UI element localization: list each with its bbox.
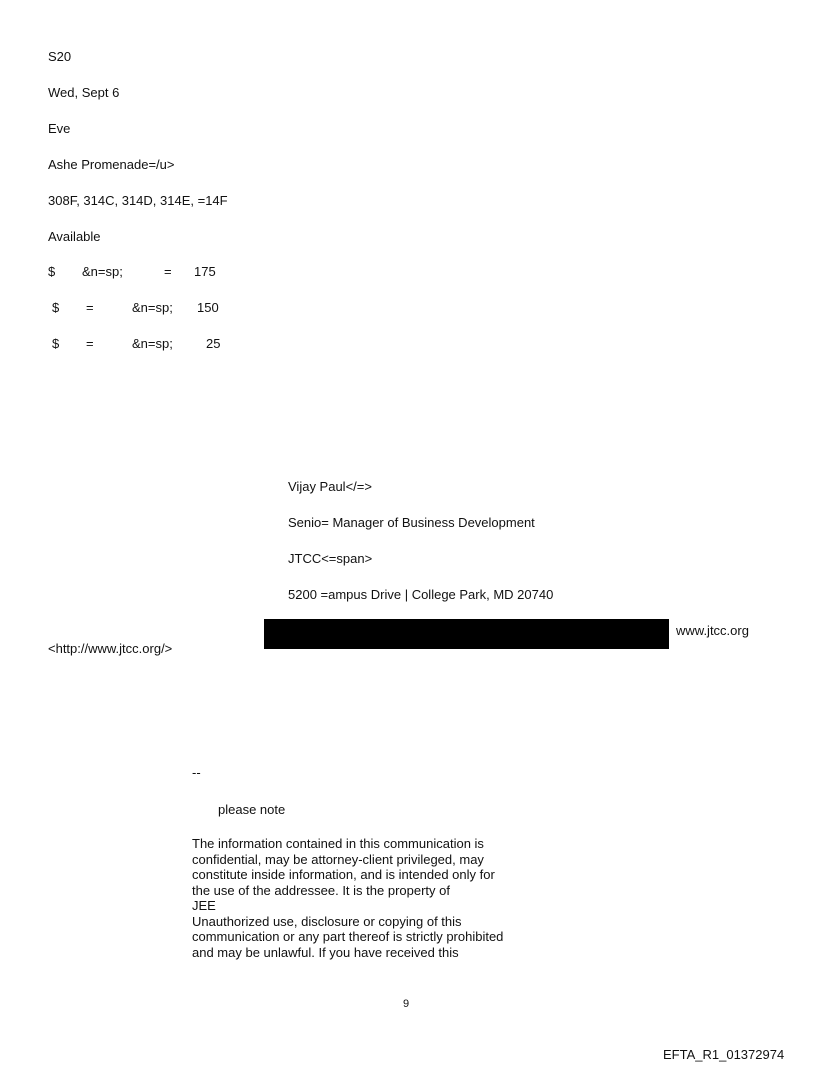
disclaimer-line: confidential, may be attorney-client privileged, may <box>192 851 484 867</box>
signature-website[interactable]: www.jtcc.org <box>676 623 749 638</box>
price-row-2-col-a: = <box>86 300 94 315</box>
disclaimer-body <box>192 836 532 960</box>
price-row-1-col-a: &n=sp; <box>82 264 123 279</box>
status-label: Available <box>48 229 101 244</box>
price-row-3-amount: 25 <box>206 336 221 351</box>
price-row-2-col-b: &n=sp; <box>132 300 173 315</box>
signature-url-line[interactable]: <http://www.jtcc.org/> <box>48 641 173 656</box>
price-row-3-col-a: = <box>86 336 94 351</box>
disclaimer-line: communication or any part thereof is strictly prohibited <box>192 929 504 944</box>
time-label: Eve <box>48 121 71 136</box>
venue-label: Ashe Promenade=/u> <box>48 157 175 172</box>
price-row-1-currency: $ <box>48 264 56 279</box>
signature-title: Senio= Manager of Business Development <box>288 515 535 530</box>
signature-name: Vijay Paul</=> <box>288 479 372 494</box>
disclaimer-line: and may be unlawful. If you have received this <box>192 944 459 960</box>
signature-org: JTCC<=span> <box>288 551 373 566</box>
document-id: EFTA_R1_01372974 <box>663 1047 785 1062</box>
disclaimer-line: the use of the addressee. It is the property of <box>192 882 450 898</box>
rooms-label: 308F, 314C, 314D, 314E, =14F <box>48 193 228 208</box>
disclaimer-line: The information contained in this communication is <box>192 836 484 851</box>
disclaimer-line: Unauthorized use, disclosure or copying of this <box>192 913 462 929</box>
signature-address: 5200 =ampus Drive | College Park, MD 20740 <box>288 587 554 602</box>
disclaimer-line: JEE <box>192 898 216 913</box>
date-label: Wed, Sept 6 <box>48 85 120 100</box>
page-number: 9 <box>403 998 410 1010</box>
price-row-3-col-b: &n=sp; <box>132 336 173 351</box>
price-row-2-amount: 150 <box>197 300 219 315</box>
disclaimer-heading: please note <box>218 802 286 817</box>
code-label: S20 <box>48 49 72 64</box>
separator: -- <box>192 765 201 780</box>
redaction-bar <box>264 619 669 649</box>
price-row-3-currency: $ <box>52 336 60 351</box>
price-row-1-amount: 175 <box>194 264 216 279</box>
price-row-2-currency: $ <box>52 300 60 315</box>
price-row-1-col-b: = <box>164 264 172 279</box>
disclaimer-line: constitute inside information, and is intended only for <box>192 867 495 882</box>
